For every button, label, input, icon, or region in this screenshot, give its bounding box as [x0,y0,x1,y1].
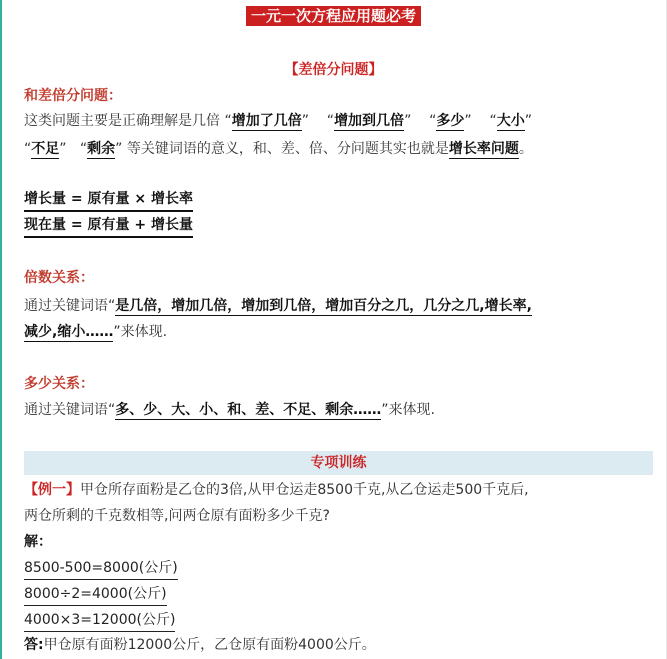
keyword-insufficient: 不足 [31,141,60,157]
quote-mark: “ [224,113,232,129]
sum-diff-heading: 和差倍分问题： [24,88,122,104]
quote-mark: “ [326,113,335,129]
line2-end: 。 [518,141,533,157]
keyword-remaining: 剩余 [87,141,116,157]
quantity-heading: 多少关系： [24,376,94,392]
title-row [0,6,667,26]
line1-prefix: 这类问题主要是正确理解是几倍 [24,113,220,129]
multiple-line-1 [24,295,532,317]
answer-line [24,634,376,656]
formula-increase: 增长量 = 原有量 × 增长率 [24,189,193,212]
quote-mark: “ [24,141,32,157]
keyword-size: 大小 [496,113,525,129]
example-line-1 [24,479,529,501]
example-line-2 [24,505,330,527]
quote-mark: ” [524,113,533,129]
calc-step-2: 8000÷2=4000(公斤) [24,584,167,606]
left-accent-rule [0,0,2,659]
answer-text: 甲仓原有面粉12000公斤，乙仓原有面粉4000公斤。 [43,637,376,653]
section-heading: 【差倍分问题】 [284,62,383,78]
multiple-prefix: 通过关键词语“ [24,298,116,314]
multiple-heading: 倍数关系： [24,270,94,286]
formula-current: 现在量 = 原有量 + 增长量 [24,215,193,238]
calc-step-3: 4000×3=12000(公斤) [24,610,175,632]
quote-mark: “ [489,113,497,129]
sum-diff-line-1 [24,110,532,132]
example-label: 【例一】 [24,482,80,498]
quote-mark: ” [59,141,67,157]
calc-step-1: 8500-500=8000(公斤) [24,558,178,580]
quote-mark: ” [301,113,309,129]
multiple-keywords: 是几倍，增加几倍，增加到几倍，增加百分之几，几分之几,增长率, [115,298,532,314]
line2-middle: 等关键词语的意义，和、差、倍、分问题其实也就是 [126,141,449,157]
quote-mark: ” [404,113,412,129]
example-text-2: 两仓所剩的千克数相等,问两仓原有面粉多少千克? [24,508,330,524]
quantity-prefix: 通过关键词语“ [24,402,116,418]
multiple-suffix: ”来体现. [113,324,168,340]
solution-label-line [24,531,52,553]
quantity-line [24,399,435,421]
quote-mark: “ [79,141,88,157]
keyword-more-less: 多少 [436,113,465,129]
quote-mark: ” [115,141,123,157]
quote-mark: ” [464,113,472,129]
multiple-keywords-2: 减少,缩小…… [24,324,114,340]
sum-diff-line-2 [24,138,533,160]
quantity-keywords: 多、少、大、小、和、差、不足、剩余…… [115,402,382,418]
keyword-growth-rate: 增长率问题 [448,141,519,157]
example-text-1: 甲仓所存面粉是乙仓的3倍,从甲仓运走8500千克,从乙仓运走500千克后, [80,482,529,498]
page-title: 一元一次方程应用题必考 [246,6,421,26]
quote-mark: “ [429,113,437,129]
solution-label: 解： [24,534,52,550]
answer-label: 答: [24,637,44,653]
multiple-line-2 [24,321,167,343]
keyword-increase-to: 增加到几倍 [334,113,405,129]
quantity-suffix: ”来体现. [381,402,435,418]
practice-band: 专项训练 [24,451,653,475]
keyword-increase-by: 增加了几倍 [231,113,302,129]
